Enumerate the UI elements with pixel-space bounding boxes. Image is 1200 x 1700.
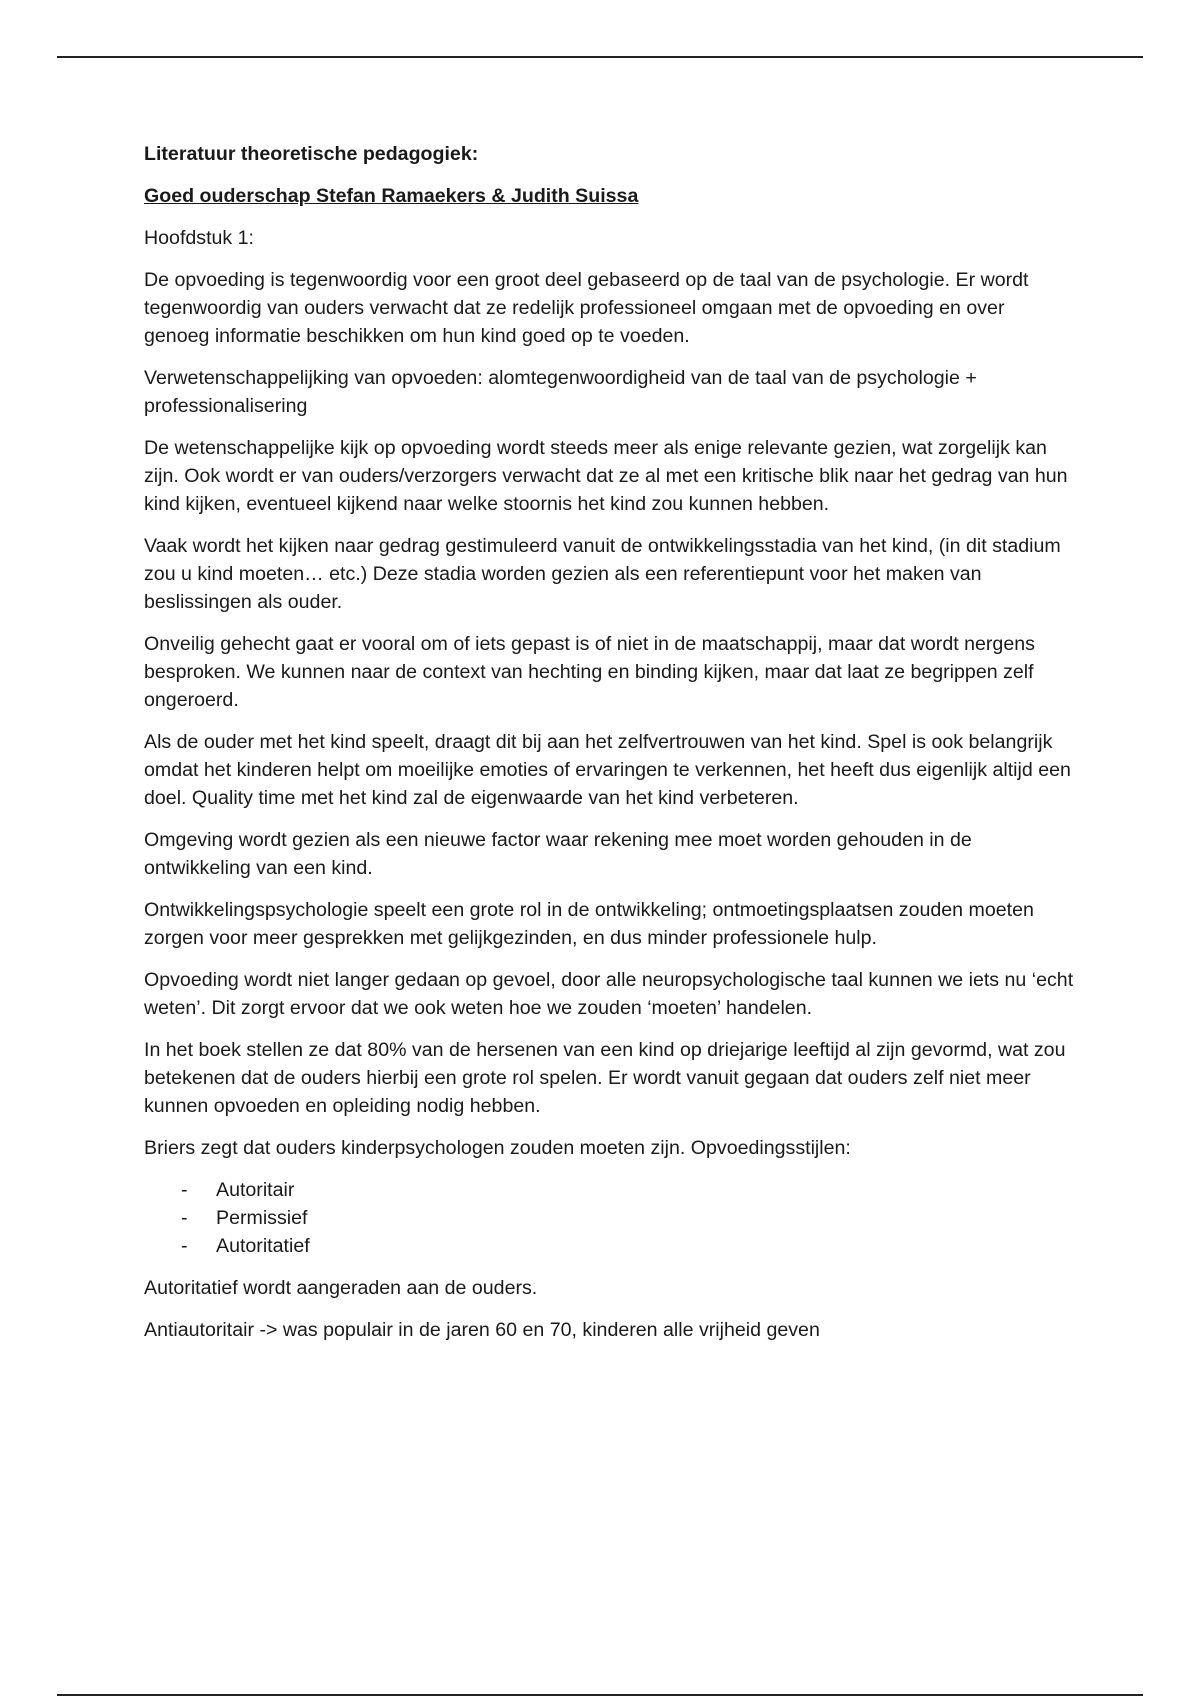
- bullet-dash: -: [181, 1207, 188, 1229]
- bullet-dash: -: [181, 1179, 188, 1201]
- list-item: [144, 1176, 1074, 1204]
- top-divider: [57, 56, 1143, 58]
- paragraph: Onveilig gehecht gaat er vooral om of iets gepast is of niet in de maatschappij, maar dat wordt nergens besproken. We kunnen naar de context van hechting en binding kijken, maar dat laat ze begrippen zelf ongeroerd.: [144, 633, 1035, 711]
- paragraph: Ontwikkelingspsychologie speelt een grote rol in de ontwikkeling; ontmoetingsplaatsen zouden moeten zorgen voor meer gesprekken met gelijkgezinden, en dus minder professionele hulp.: [144, 899, 1034, 949]
- document-body: [144, 140, 1074, 1358]
- paragraph: Briers zegt dat ouders kinderpsychologen zouden moeten zijn. Opvoedingsstijlen:: [144, 1137, 851, 1159]
- list-item: [144, 1204, 1074, 1232]
- paragraph: Omgeving wordt gezien als een nieuwe factor waar rekening mee moet worden gehouden in de ontwikkeling van een kind.: [144, 829, 972, 879]
- paragraph: Autoritatief wordt aangeraden aan de ouders.: [144, 1277, 538, 1299]
- document-title: Literatuur theoretische pedagogiek:: [144, 143, 479, 165]
- document-subtitle: Goed ouderschap Stefan Ramaekers & Judith Suissa: [144, 185, 639, 207]
- paragraph: Opvoeding wordt niet langer gedaan op gevoel, door alle neuropsychologische taal kunnen we iets nu ‘echt weten’. Dit zorgt ervoor dat we ook weten hoe we zouden ‘moeten’ handelen.: [144, 969, 1074, 1019]
- paragraph: In het boek stellen ze dat 80% van de hersenen van een kind op driejarige leeftijd al zijn gevormd, wat zou betekenen dat de ouders hierbij een grote rol spelen. Er wordt vanuit gegaan dat ouders zelf niet meer kunnen opvoeden en opleiding nodig hebben.: [144, 1039, 1066, 1117]
- paragraph: Vaak wordt het kijken naar gedrag gestimuleerd vanuit de ontwikkelingsstadia van het kind, (in dit stadium zou u kind moeten… etc.) Deze stadia worden gezien als een referentiepunt voor het maken van beslissingen als ouder.: [144, 535, 1061, 613]
- paragraph: Als de ouder met het kind speelt, draagt dit bij aan het zelfvertrouwen van het kind. Spel is ook belangrijk omdat het kinderen helpt om moeilijke emoties of ervaringen te verkennen, het heeft dus eigenlijk altijd een doel. Quality time met het kind zal de eigenwaarde van het kind verbeteren.: [144, 731, 1071, 809]
- list-item: [144, 1232, 1074, 1260]
- bullet-dash: -: [181, 1235, 188, 1257]
- chapter-heading: Hoofdstuk 1:: [144, 227, 255, 249]
- paragraph: Antiautoritair -> was populair in de jaren 60 en 70, kinderen alle vrijheid geven: [144, 1319, 820, 1341]
- paragraph: De opvoeding is tegenwoordig voor een groot deel gebaseerd op de taal van de psychologie. Er wordt tegenwoordig van ouders verwacht dat ze redelijk professioneel omgaan met de opvoeding en over genoeg informatie beschikken om hun kind goed op te voeden.: [144, 269, 1029, 347]
- paragraph: Verwetenschappelijking van opvoeden: alomtegenwoordigheid van de taal van de psychologie + professionalisering: [144, 367, 977, 417]
- bottom-divider: [57, 1694, 1143, 1696]
- paragraph: De wetenschappelijke kijk op opvoeding wordt steeds meer als enige relevante gezien, wat zorgelijk kan zijn. Ook wordt er van ouders/verzorgers verwacht dat ze al met een kritische blik naar het gedrag van hun kind kijken, eventueel kijkend naar welke stoornis het kind zou kunnen hebben.: [144, 437, 1068, 515]
- parenting-styles-list: [144, 1176, 1074, 1260]
- list-item-text: Autoritair: [216, 1179, 295, 1201]
- list-item-text: Permissief: [216, 1207, 308, 1229]
- list-item-text: Autoritatief: [216, 1235, 310, 1257]
